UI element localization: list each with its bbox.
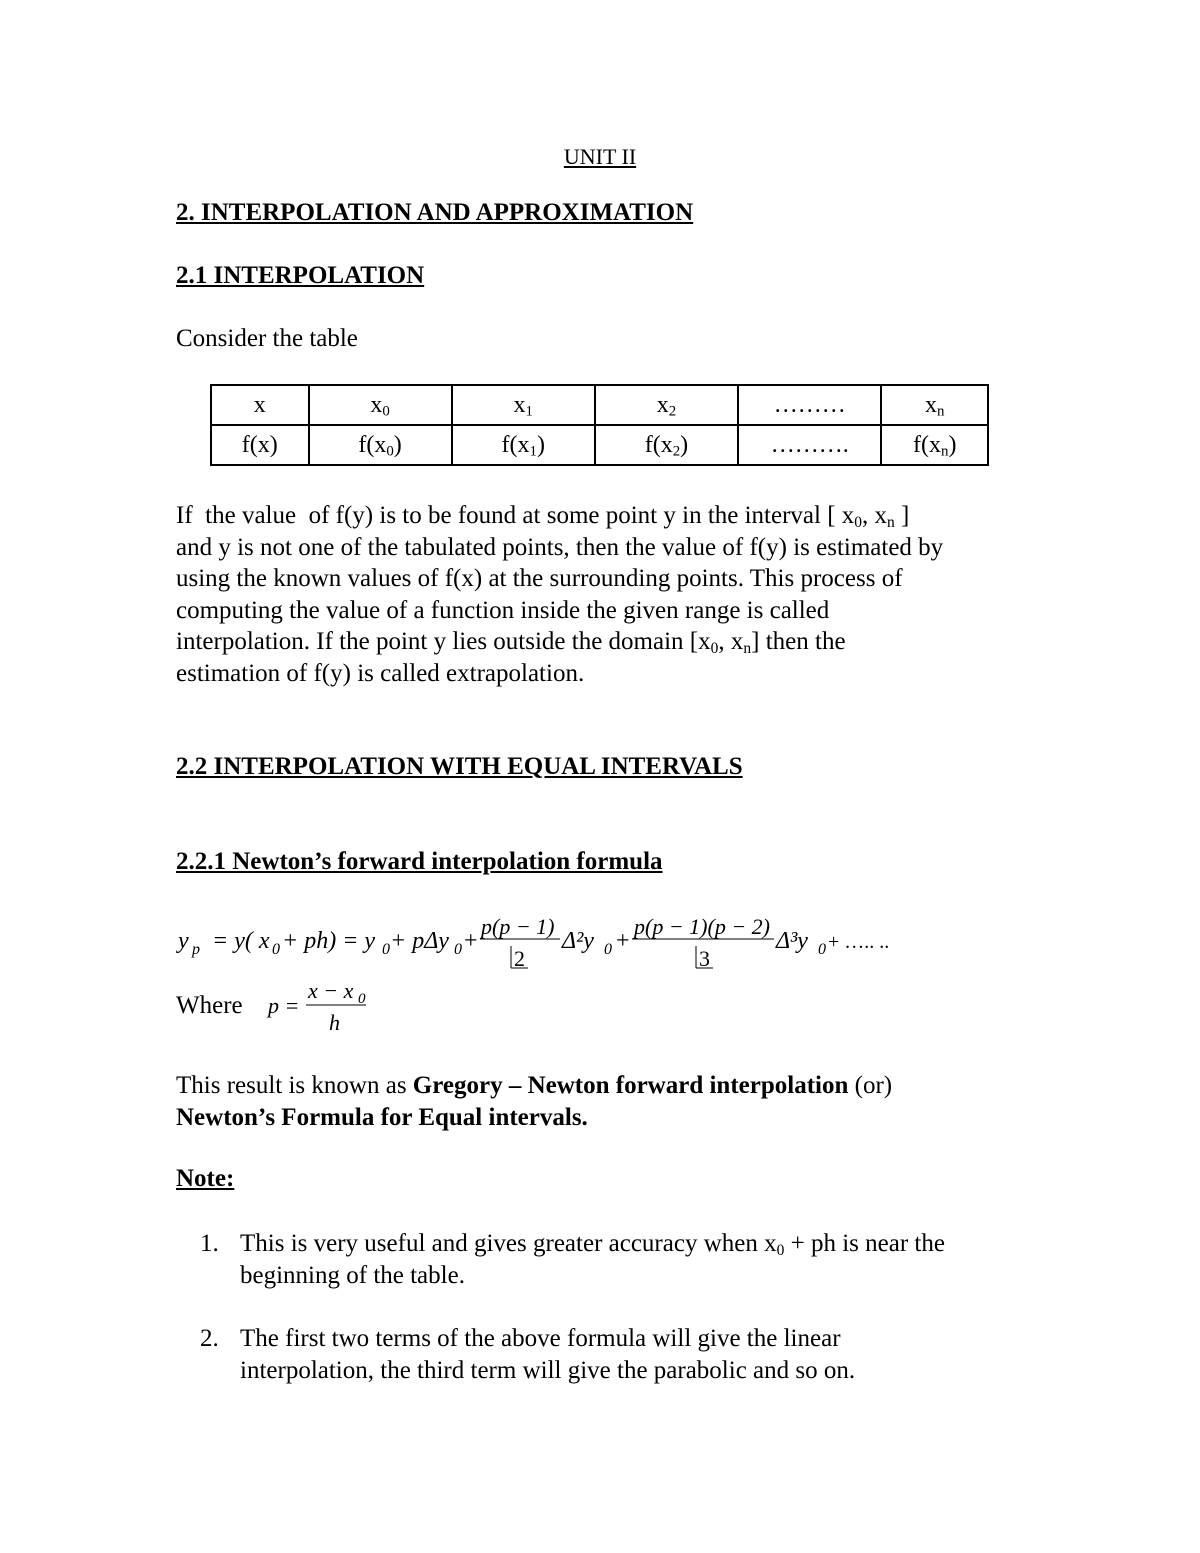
where-numerator-sub: 0 [358, 991, 366, 1007]
section-heading-2-2-1: 2.2.1 Newton’s forward interpolation formula [176, 848, 663, 875]
table-cell: $f(x_2)$ [595, 425, 738, 465]
table-cell: $x_0$ [309, 385, 452, 425]
list-item-line: interpolation, the third term will give the parabolic and so on. [240, 1357, 856, 1384]
table-row [211, 385, 988, 425]
table-cell: $x_1$ [452, 385, 595, 425]
where-numerator: x − x [308, 980, 354, 1003]
result-suffix: (or) [848, 1072, 893, 1099]
paragraph-line: interpolation. If the point y lies outside the domain [$x_0$, $x_n$] then the [176, 628, 846, 658]
formula-eq1-rest: + ph) = y [282, 928, 376, 954]
chapter-heading: 2. INTERPOLATION AND APPROXIMATION [176, 199, 694, 226]
result-bold-2: Newton’s Formula for Equal intervals. [176, 1104, 588, 1131]
result-prefix: This result is known as [176, 1072, 413, 1099]
table-row [211, 425, 988, 465]
interpolation-table [210, 384, 989, 466]
formula-tail: + ….. .. [828, 931, 890, 953]
formula-term3: Δ³y [776, 928, 808, 954]
table-cell: $f(x_n)$ [881, 425, 988, 465]
list-item-line: This is very useful and gives greater accuracy when $x_0$ + ph is near the [240, 1230, 945, 1259]
list-item-number: 1. [200, 1230, 219, 1257]
list-item [200, 1228, 1060, 1298]
where-denominator: h [329, 1010, 340, 1035]
result-statement [176, 1070, 892, 1134]
unit-title: UNIT II [563, 144, 637, 169]
section-heading-2-1: 2.1 INTERPOLATION [176, 262, 425, 289]
list-item-line: beginning of the table. [240, 1262, 465, 1289]
formula-term1-sub: 0 [454, 941, 462, 958]
table-cell: $f(x_1)$ [452, 425, 595, 465]
table-cell: ……… [738, 385, 881, 425]
table-cell: ………. [738, 425, 881, 465]
paragraph-line: computing the value of a function inside the given range is called [176, 596, 830, 624]
formula-lhs-sub: p [192, 941, 200, 958]
paragraph-line: estimation of f(y) is called extrapolation. [176, 659, 585, 687]
newton-forward-formula [176, 908, 936, 978]
table-cell: $x_2$ [595, 385, 738, 425]
table-cell: $x_n$ [881, 385, 988, 425]
interpolation-paragraph [176, 500, 1036, 690]
table-cell: f(x) [211, 425, 309, 465]
frac2-numerator: p(p − 1)(p − 2) [634, 914, 770, 939]
consider-text: Consider the table [176, 325, 358, 352]
where-lhs: p = [268, 993, 300, 1018]
formula-term2: Δ²y [562, 928, 594, 954]
frac2-denominator: 3 [699, 946, 710, 971]
list-item-number: 2. [200, 1325, 219, 1352]
list-item [200, 1323, 1060, 1393]
formula-term3-sub: 0 [818, 941, 826, 958]
formula-term2-sub: 0 [604, 941, 612, 958]
paragraph-line: using the known values of f(x) at the surrounding points. This process of [176, 565, 903, 593]
formula-eq1: = y( x [212, 928, 270, 954]
formula-term0-sub: 0 [382, 941, 390, 958]
svg-text:+: + [616, 928, 630, 954]
result-bold-1: Gregory – Newton forward interpolation [412, 1072, 849, 1099]
table-cell: $f(x_0)$ [309, 425, 452, 465]
list-item-line: The first two terms of the above formula will give the linear [240, 1325, 841, 1352]
frac1-denominator: 2 [514, 946, 525, 971]
formula-term1: + pΔy [390, 928, 449, 954]
svg-text:+: + [464, 928, 478, 954]
note-label: Note: [176, 1165, 235, 1192]
where-label: Where [176, 992, 243, 1019]
table-cell: x [211, 385, 309, 425]
formula-lhs: y [178, 928, 189, 954]
paragraph-line: If the value of f(y) is to be found at some point y in the interval [ $x_0$, $x_n$ ] [176, 502, 910, 531]
paragraph-line: and y is not one of the tabulated points, then the value of f(y) is estimated by [176, 533, 944, 561]
section-heading-2-2: 2.2 INTERPOLATION WITH EQUAL INTERVALS [176, 753, 743, 780]
frac1-numerator: p(p − 1) [481, 914, 555, 939]
where-p-definition [176, 980, 476, 1040]
formula-eq1-sub: 0 [272, 941, 280, 958]
